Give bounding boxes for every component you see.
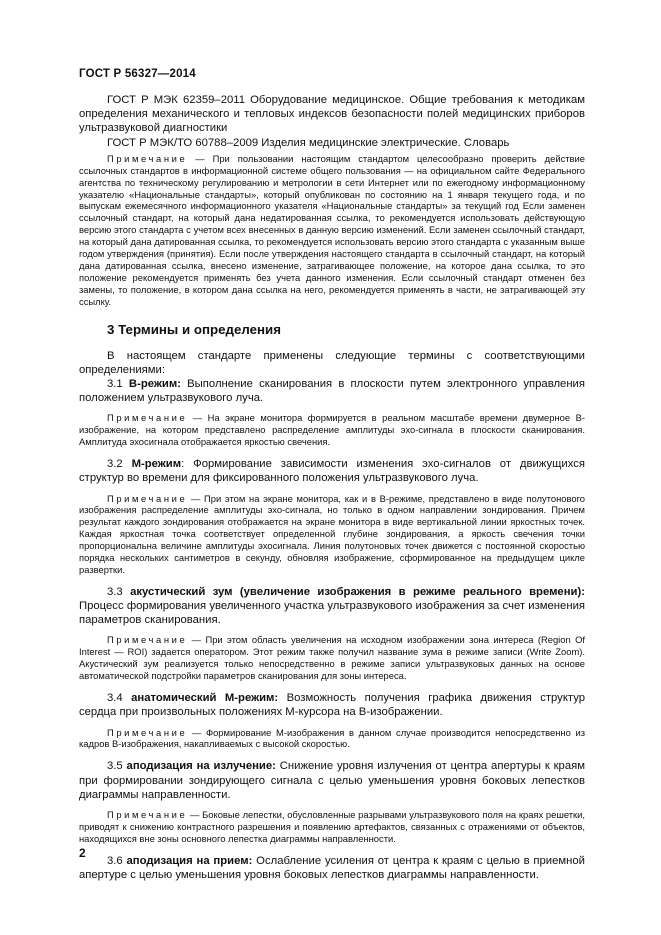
note-dash: — (187, 726, 206, 738)
page-number: 2 (79, 846, 86, 860)
reference-item: ГОСТ Р МЭК/ТО 60788–2009 Изделия медицинские электрические. Словарь (107, 136, 510, 149)
section-heading: 3 Термины и определения (107, 321, 281, 337)
reference-item: ГОСТ Р МЭК 62359–2011 Оборудование медицинское. Общие требования к методикам определения механического и тепловых индексов безопасности полей медицинских приборов ультразвуковой диагностики (79, 94, 585, 135)
note-dash: — (187, 152, 213, 164)
term-name: акустический зум (увеличение изображения в режиме реального времени): (130, 585, 586, 598)
term-text: Выполнение сканирования в плоскости путем электронного управления положением ультразвукового луча. (79, 378, 585, 405)
term-number: 3.3 (107, 585, 131, 598)
note-label: Примечание (107, 726, 188, 738)
note-dash: — (187, 808, 203, 820)
note-dash: — (187, 634, 206, 646)
document-content (79, 93, 585, 882)
standard-code-header: ГОСТ Р 56327—2014 (79, 68, 196, 80)
note-text: На экране монитора формируется в реальном масштабе времени двумерное В-изображение, на котором представлено распределение амплитуды эхо-сигнала в плоскости сканирования. Амплитуда эхосигнала отображается яркостью свечения. (79, 412, 585, 448)
note-text: При этом на экране монитора, как и в В-режиме, представлено в виде полутонового изображения распределение амплитуды эхо-сигнала, но только в одном направлении зондирования. Причем результат каждого зондирования отображается на экране монитора в виде вертикальной линии яркостных точек. Каждая яркостная точка соответствует определенной глубине зондирования, а яркость свечения точки пропорциональна величине амплитуды эхосигнала. Линия полутоновых точек движется с постоянной скоростью порядка нескольких сантиметров в секунду, обновляя изображение, сформированное на предыдущем цикле развертки. (79, 492, 585, 575)
note-paragraph (79, 727, 585, 751)
note-label: Примечание (107, 412, 188, 424)
note-text: Формирование М-изображения в данном случае производится непосредственно из кадров В-изображения, накапливаемых с высокой скоростью. (79, 726, 585, 750)
note-label: Примечание (107, 152, 188, 164)
note-label: Примечание (107, 492, 188, 504)
term-number: 3.6 (107, 854, 127, 867)
term-number: 3.4 (107, 692, 132, 705)
note-text: При этом область увеличения на исходном изображении зона интереса (Region Of Interest — ROI) задается оператором. Этот режим также получил название зума в режиме записи (Write Zoom). Акустический зум реализуется только непосредственно в режиме записи ультразвуковых данных на основе автоматической подстройки параметров сканирования для зоны интереса. (79, 634, 585, 682)
term-definition (79, 457, 585, 485)
term-text: Процесс формирования увеличенного участка ультразвукового изображения за счет изменения параметров сканирования. (79, 600, 585, 627)
term-text: Возможность получения графика движения структур сердца при произвольных положениях М-курсора на В-изображении. (79, 692, 586, 719)
note-paragraph (79, 153, 585, 308)
section-intro: В настоящем стандарте применены следующие термины с соответствующими определениями: (79, 349, 585, 376)
term-definition (79, 585, 585, 628)
term-number: 3.5 (107, 760, 127, 773)
note-label: Примечание (107, 808, 188, 820)
term-name: аподизация на прием: (126, 854, 253, 867)
term-text: Ослабление усиления от центра к краям с целью в приемной апертуре с целью уменьшения уровня боковых лепестков диаграммы направленности. (79, 854, 585, 881)
note-text: Боковые лепестки, обусловленные разрывами ультразвукового поля на краях решетки, приводят к снижению контрастного разрешения и появлению артефактов, связанных с отражениями от объектов, находящихся вне зоны основного лепестка диаграммы направленности. (79, 808, 585, 844)
term-name: В-режим: (128, 378, 181, 390)
note-paragraph (79, 493, 585, 576)
note-paragraph (79, 809, 585, 845)
term-text: Снижение уровня излучения от центра апертуры к краям при формировании зондирующего сигнала с целью уменьшения уровня боковых лепестков диаграммы направленности. (79, 760, 585, 801)
term-definition (79, 854, 585, 882)
term-number: 3.1 (107, 378, 129, 390)
term-definition (79, 377, 585, 405)
term-name: анатомический М-режим: (131, 692, 279, 705)
note-paragraph (79, 634, 585, 682)
term-text: : Формирование зависимости изменения эхо-сигналов от движущихся структур во времени для фиксированного положения ультразвукового луча. (79, 458, 586, 485)
note-paragraph (79, 412, 585, 448)
term-definition (79, 691, 585, 719)
term-number: 3.2 (107, 458, 132, 471)
term-definition (79, 759, 585, 802)
note-label: Примечание (107, 634, 188, 646)
note-dash: — (187, 412, 208, 424)
note-text: При пользовании настоящим стандартом целесообразно проверить действие ссылочных стандартов в информационной системе общего пользования — на официальном сайте Федерального агентства по техническому регулированию и метрологии в сети Интернет или по ежегодному информационному указателю «Национальные стандарты», который опубликован по состоянию на 1 января текущего года, и по выпускам ежемесячного информационного указателя «Национальные стандарты» за текущий год Если заменен ссылочный стандарт, на который дана недатированная ссылка, то рекомендуется использовать действующую версию этого стандарта с учетом всех внесенных в данную версию изменений. Если заменен ссылочный стандарт, на который дана датированная ссылка, то рекомендуется использовать версию этого стандарта с указанным выше годом утверждения (принятия). Если после утверждения настоящего стандарта в ссылочный стандарт, на который дана датированная ссылка, внесено изменение, затрагивающее положение, на которое дана ссылка, то это положение рекомендуется применять без учета данного изменения. Если ссылочный стандарт отменен без замены, то положение, в котором дана ссылка на него, рекомендуется применять в части, не затрагивающей эту ссылку. (79, 152, 585, 307)
term-name: М-режим (131, 458, 182, 471)
term-name: аподизация на излучение: (126, 760, 276, 773)
note-dash: — (187, 492, 205, 504)
